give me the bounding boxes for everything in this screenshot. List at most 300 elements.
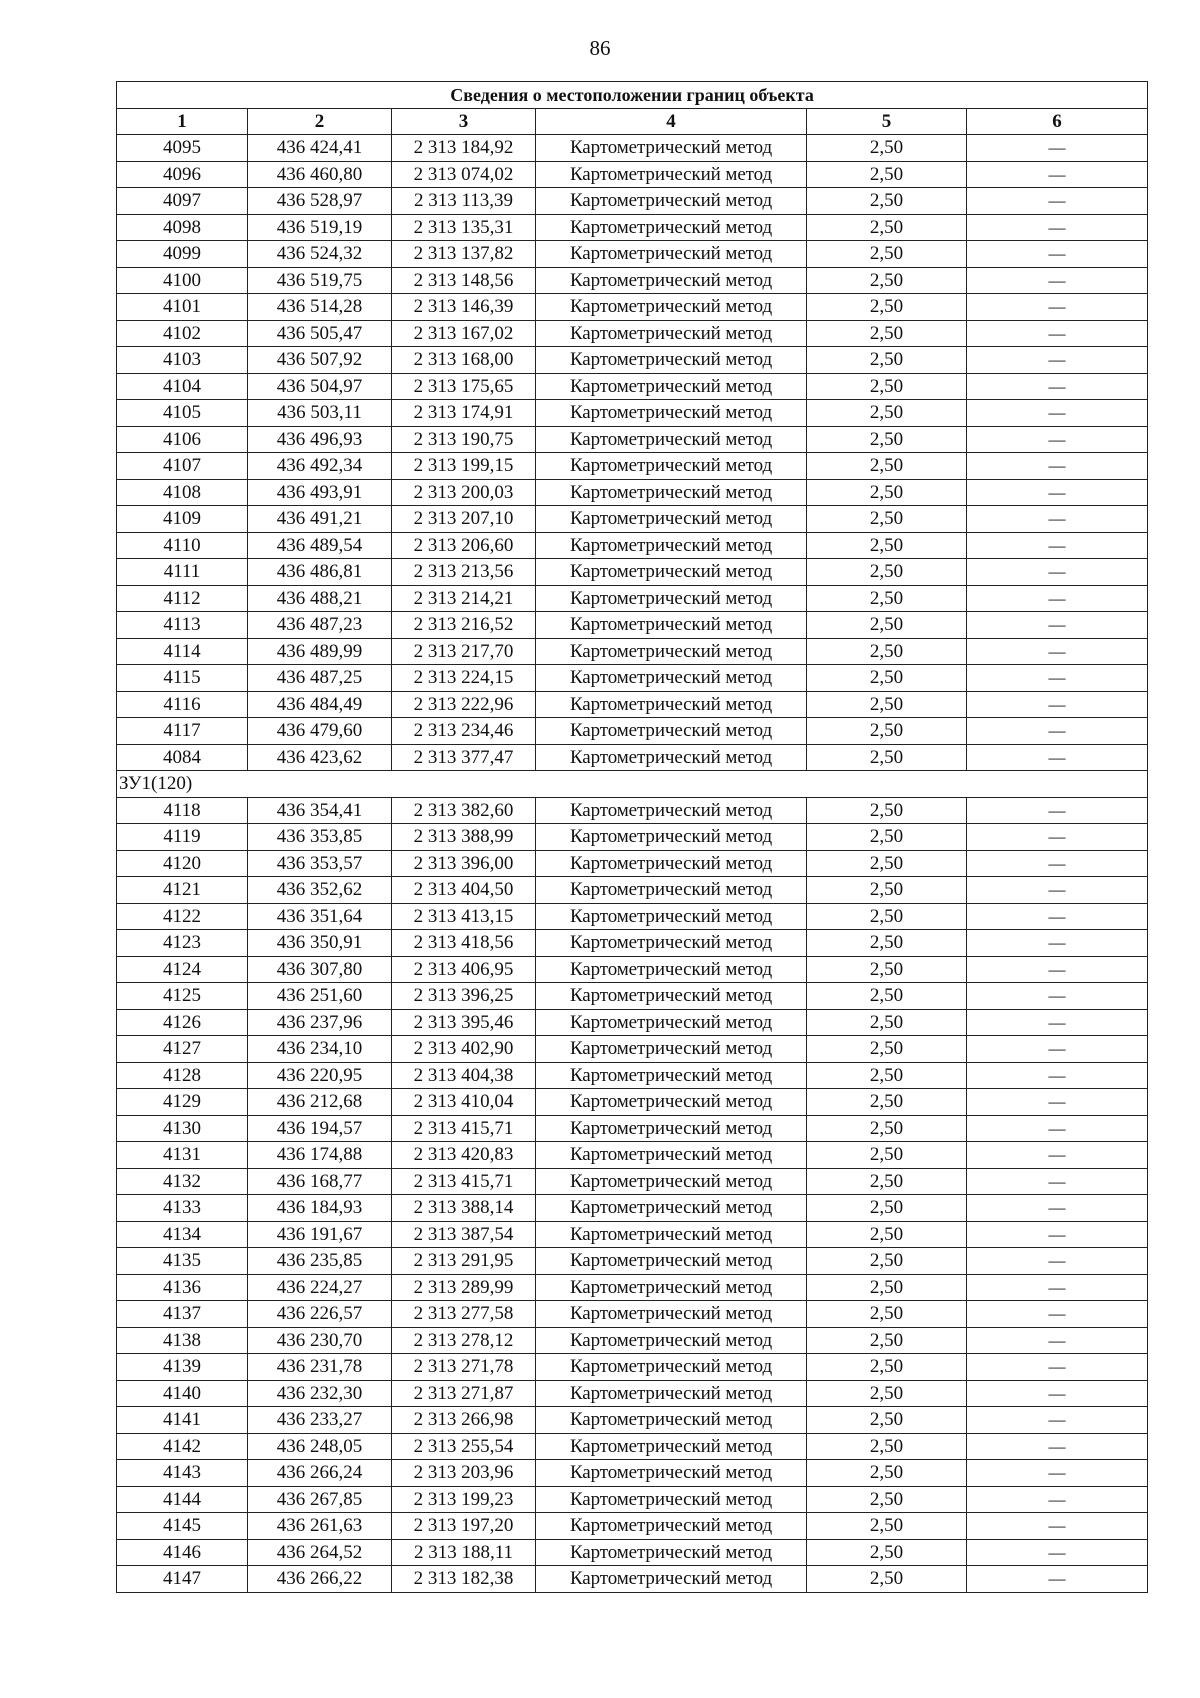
table-row: [117, 956, 1148, 983]
table-row: [117, 824, 1148, 851]
method-cell: Картометрический метод: [536, 1195, 807, 1222]
point-number-cell: 4104: [117, 373, 248, 400]
accuracy-cell: 2,50: [807, 983, 967, 1010]
method-cell: Картометрический метод: [536, 1009, 807, 1036]
x-coordinate-cell: 436 168,77: [248, 1168, 392, 1195]
x-coordinate-cell: 436 487,25: [248, 665, 392, 692]
y-coordinate-cell: 2 313 277,58: [392, 1301, 536, 1328]
description-cell: —: [967, 532, 1148, 559]
table-row: [117, 453, 1148, 480]
point-number-cell: 4119: [117, 824, 248, 851]
accuracy-cell: 2,50: [807, 1433, 967, 1460]
description-cell: —: [967, 1513, 1148, 1540]
y-coordinate-cell: 2 313 199,23: [392, 1486, 536, 1513]
method-cell: Картометрический метод: [536, 638, 807, 665]
description-cell: —: [967, 400, 1148, 427]
x-coordinate-cell: 436 191,67: [248, 1221, 392, 1248]
y-coordinate-cell: 2 313 388,99: [392, 824, 536, 851]
x-coordinate-cell: 436 486,81: [248, 559, 392, 586]
x-coordinate-cell: 436 233,27: [248, 1407, 392, 1434]
x-coordinate-cell: 436 491,21: [248, 506, 392, 533]
method-cell: Картометрический метод: [536, 1433, 807, 1460]
point-number-cell: 4125: [117, 983, 248, 1010]
accuracy-cell: 2,50: [807, 320, 967, 347]
method-cell: Картометрический метод: [536, 135, 807, 162]
x-coordinate-cell: 436 261,63: [248, 1513, 392, 1540]
table-row: [117, 665, 1148, 692]
method-cell: Картометрический метод: [536, 267, 807, 294]
description-cell: —: [967, 1301, 1148, 1328]
table-row: [117, 1248, 1148, 1275]
x-coordinate-cell: 436 352,62: [248, 877, 392, 904]
description-cell: —: [967, 1274, 1148, 1301]
table-row: [117, 241, 1148, 268]
point-number-cell: 4116: [117, 691, 248, 718]
method-cell: Картометрический метод: [536, 1248, 807, 1275]
accuracy-cell: 2,50: [807, 373, 967, 400]
method-cell: Картометрический метод: [536, 930, 807, 957]
accuracy-cell: 2,50: [807, 797, 967, 824]
y-coordinate-cell: 2 313 207,10: [392, 506, 536, 533]
accuracy-cell: 2,50: [807, 691, 967, 718]
y-coordinate-cell: 2 313 175,65: [392, 373, 536, 400]
point-number-cell: 4101: [117, 294, 248, 321]
table-row: [117, 1089, 1148, 1116]
table-row: [117, 161, 1148, 188]
method-cell: Картометрический метод: [536, 1036, 807, 1063]
y-coordinate-cell: 2 313 289,99: [392, 1274, 536, 1301]
description-cell: —: [967, 1062, 1148, 1089]
y-coordinate-cell: 2 313 402,90: [392, 1036, 536, 1063]
x-coordinate-cell: 436 212,68: [248, 1089, 392, 1116]
method-cell: Картометрический метод: [536, 532, 807, 559]
description-cell: —: [967, 983, 1148, 1010]
point-number-cell: 4132: [117, 1168, 248, 1195]
table-row: [117, 585, 1148, 612]
description-cell: —: [967, 1486, 1148, 1513]
description-cell: —: [967, 877, 1148, 904]
method-cell: Картометрический метод: [536, 1486, 807, 1513]
accuracy-cell: 2,50: [807, 161, 967, 188]
method-cell: Картометрический метод: [536, 612, 807, 639]
method-cell: Картометрический метод: [536, 744, 807, 771]
table-row: [117, 559, 1148, 586]
description-cell: —: [967, 718, 1148, 745]
table-row: [117, 294, 1148, 321]
x-coordinate-cell: 436 350,91: [248, 930, 392, 957]
accuracy-cell: 2,50: [807, 1460, 967, 1487]
point-number-cell: 4114: [117, 638, 248, 665]
accuracy-cell: 2,50: [807, 612, 967, 639]
point-number-cell: 4142: [117, 1433, 248, 1460]
y-coordinate-cell: 2 313 266,98: [392, 1407, 536, 1434]
description-cell: —: [967, 1566, 1148, 1593]
y-coordinate-cell: 2 313 137,82: [392, 241, 536, 268]
y-coordinate-cell: 2 313 203,96: [392, 1460, 536, 1487]
x-coordinate-cell: 436 424,41: [248, 135, 392, 162]
point-number-cell: 4134: [117, 1221, 248, 1248]
table-row: [117, 1142, 1148, 1169]
method-cell: Картометрический метод: [536, 1274, 807, 1301]
point-number-cell: 4121: [117, 877, 248, 904]
y-coordinate-cell: 2 313 278,12: [392, 1327, 536, 1354]
point-number-cell: 4133: [117, 1195, 248, 1222]
y-coordinate-cell: 2 313 146,39: [392, 294, 536, 321]
table-row: [117, 612, 1148, 639]
point-number-cell: 4115: [117, 665, 248, 692]
point-number-cell: 4118: [117, 797, 248, 824]
x-coordinate-cell: 436 479,60: [248, 718, 392, 745]
x-coordinate-cell: 436 524,32: [248, 241, 392, 268]
y-coordinate-cell: 2 313 135,31: [392, 214, 536, 241]
accuracy-cell: 2,50: [807, 532, 967, 559]
description-cell: —: [967, 585, 1148, 612]
column-header-1: 1: [117, 108, 248, 135]
section-row: [117, 771, 1148, 798]
description-cell: —: [967, 1221, 1148, 1248]
accuracy-cell: 2,50: [807, 1062, 967, 1089]
accuracy-cell: 2,50: [807, 1301, 967, 1328]
description-cell: —: [967, 638, 1148, 665]
method-cell: Картометрический метод: [536, 453, 807, 480]
method-cell: Картометрический метод: [536, 797, 807, 824]
table-row: [117, 1513, 1148, 1540]
accuracy-cell: 2,50: [807, 930, 967, 957]
method-cell: Картометрический метод: [536, 877, 807, 904]
x-coordinate-cell: 436 237,96: [248, 1009, 392, 1036]
point-number-cell: 4144: [117, 1486, 248, 1513]
table-row: [117, 188, 1148, 215]
description-cell: —: [967, 797, 1148, 824]
table-title-row: [117, 82, 1148, 109]
accuracy-cell: 2,50: [807, 479, 967, 506]
y-coordinate-cell: 2 313 271,87: [392, 1380, 536, 1407]
description-cell: —: [967, 373, 1148, 400]
method-cell: Картометрический метод: [536, 1115, 807, 1142]
y-coordinate-cell: 2 313 377,47: [392, 744, 536, 771]
description-cell: —: [967, 188, 1148, 215]
column-header-5: 5: [807, 108, 967, 135]
x-coordinate-cell: 436 519,19: [248, 214, 392, 241]
y-coordinate-cell: 2 313 197,20: [392, 1513, 536, 1540]
y-coordinate-cell: 2 313 382,60: [392, 797, 536, 824]
x-coordinate-cell: 436 234,10: [248, 1036, 392, 1063]
method-cell: Картометрический метод: [536, 373, 807, 400]
accuracy-cell: 2,50: [807, 188, 967, 215]
x-coordinate-cell: 436 354,41: [248, 797, 392, 824]
point-number-cell: 4141: [117, 1407, 248, 1434]
method-cell: Картометрический метод: [536, 214, 807, 241]
point-number-cell: 4109: [117, 506, 248, 533]
x-coordinate-cell: 436 528,97: [248, 188, 392, 215]
description-cell: —: [967, 1168, 1148, 1195]
point-number-cell: 4139: [117, 1354, 248, 1381]
method-cell: Картометрический метод: [536, 1354, 807, 1381]
description-cell: —: [967, 744, 1148, 771]
description-cell: —: [967, 1354, 1148, 1381]
x-coordinate-cell: 436 353,57: [248, 850, 392, 877]
table-row: [117, 506, 1148, 533]
description-cell: —: [967, 824, 1148, 851]
table-row: [117, 718, 1148, 745]
x-coordinate-cell: 436 503,11: [248, 400, 392, 427]
method-cell: Картометрический метод: [536, 691, 807, 718]
point-number-cell: 4103: [117, 347, 248, 374]
table-row: [117, 1036, 1148, 1063]
accuracy-cell: 2,50: [807, 347, 967, 374]
table-row: [117, 347, 1148, 374]
description-cell: —: [967, 850, 1148, 877]
y-coordinate-cell: 2 313 216,52: [392, 612, 536, 639]
x-coordinate-cell: 436 174,88: [248, 1142, 392, 1169]
method-cell: Картометрический метод: [536, 320, 807, 347]
point-number-cell: 4110: [117, 532, 248, 559]
description-cell: —: [967, 214, 1148, 241]
column-header-6: 6: [967, 108, 1148, 135]
method-cell: Картометрический метод: [536, 1327, 807, 1354]
y-coordinate-cell: 2 313 184,92: [392, 135, 536, 162]
accuracy-cell: 2,50: [807, 559, 967, 586]
table-row: [117, 1195, 1148, 1222]
table-row: [117, 320, 1148, 347]
table-row: [117, 1486, 1148, 1513]
table-row: [117, 373, 1148, 400]
point-number-cell: 4128: [117, 1062, 248, 1089]
x-coordinate-cell: 436 488,21: [248, 585, 392, 612]
accuracy-cell: 2,50: [807, 1354, 967, 1381]
table-row: [117, 877, 1148, 904]
description-cell: —: [967, 1036, 1148, 1063]
point-number-cell: 4126: [117, 1009, 248, 1036]
description-cell: —: [967, 1142, 1148, 1169]
accuracy-cell: 2,50: [807, 824, 967, 851]
y-coordinate-cell: 2 313 388,14: [392, 1195, 536, 1222]
point-number-cell: 4107: [117, 453, 248, 480]
y-coordinate-cell: 2 313 199,15: [392, 453, 536, 480]
point-number-cell: 4117: [117, 718, 248, 745]
point-number-cell: 4131: [117, 1142, 248, 1169]
point-number-cell: 4097: [117, 188, 248, 215]
accuracy-cell: 2,50: [807, 956, 967, 983]
point-number-cell: 4098: [117, 214, 248, 241]
y-coordinate-cell: 2 313 148,56: [392, 267, 536, 294]
accuracy-cell: 2,50: [807, 453, 967, 480]
accuracy-cell: 2,50: [807, 744, 967, 771]
description-cell: —: [967, 294, 1148, 321]
y-coordinate-cell: 2 313 200,03: [392, 479, 536, 506]
method-cell: Картометрический метод: [536, 294, 807, 321]
method-cell: Картометрический метод: [536, 1089, 807, 1116]
point-number-cell: 4120: [117, 850, 248, 877]
accuracy-cell: 2,50: [807, 1009, 967, 1036]
x-coordinate-cell: 436 184,93: [248, 1195, 392, 1222]
y-coordinate-cell: 2 313 074,02: [392, 161, 536, 188]
method-cell: Картометрический метод: [536, 347, 807, 374]
y-coordinate-cell: 2 313 168,00: [392, 347, 536, 374]
accuracy-cell: 2,50: [807, 267, 967, 294]
x-coordinate-cell: 436 230,70: [248, 1327, 392, 1354]
point-number-cell: 4143: [117, 1460, 248, 1487]
x-coordinate-cell: 436 504,97: [248, 373, 392, 400]
description-cell: —: [967, 691, 1148, 718]
accuracy-cell: 2,50: [807, 294, 967, 321]
method-cell: Картометрический метод: [536, 824, 807, 851]
description-cell: —: [967, 1407, 1148, 1434]
y-coordinate-cell: 2 313 396,00: [392, 850, 536, 877]
x-coordinate-cell: 436 514,28: [248, 294, 392, 321]
y-coordinate-cell: 2 313 420,83: [392, 1142, 536, 1169]
y-coordinate-cell: 2 313 190,75: [392, 426, 536, 453]
description-cell: —: [967, 135, 1148, 162]
accuracy-cell: 2,50: [807, 1089, 967, 1116]
column-header-row: [117, 108, 1148, 135]
description-cell: —: [967, 930, 1148, 957]
table-row: [117, 1301, 1148, 1328]
x-coordinate-cell: 436 489,99: [248, 638, 392, 665]
method-cell: Картометрический метод: [536, 161, 807, 188]
point-number-cell: 4123: [117, 930, 248, 957]
y-coordinate-cell: 2 313 404,50: [392, 877, 536, 904]
point-number-cell: 4084: [117, 744, 248, 771]
method-cell: Картометрический метод: [536, 1566, 807, 1593]
point-number-cell: 4113: [117, 612, 248, 639]
accuracy-cell: 2,50: [807, 585, 967, 612]
y-coordinate-cell: 2 313 410,04: [392, 1089, 536, 1116]
x-coordinate-cell: 436 505,47: [248, 320, 392, 347]
method-cell: Картометрический метод: [536, 1380, 807, 1407]
description-cell: —: [967, 161, 1148, 188]
y-coordinate-cell: 2 313 182,38: [392, 1566, 536, 1593]
y-coordinate-cell: 2 313 406,95: [392, 956, 536, 983]
description-cell: —: [967, 1115, 1148, 1142]
table-row: [117, 1407, 1148, 1434]
description-cell: —: [967, 903, 1148, 930]
x-coordinate-cell: 436 507,92: [248, 347, 392, 374]
x-coordinate-cell: 436 423,62: [248, 744, 392, 771]
description-cell: —: [967, 241, 1148, 268]
point-number-cell: 4135: [117, 1248, 248, 1275]
table-row: [117, 267, 1148, 294]
description-cell: —: [967, 506, 1148, 533]
x-coordinate-cell: 436 307,80: [248, 956, 392, 983]
accuracy-cell: 2,50: [807, 426, 967, 453]
table-row: [117, 426, 1148, 453]
boundary-coordinates-table: [116, 81, 1148, 1593]
description-cell: —: [967, 320, 1148, 347]
table-row: [117, 1274, 1148, 1301]
accuracy-cell: 2,50: [807, 1539, 967, 1566]
accuracy-cell: 2,50: [807, 1195, 967, 1222]
accuracy-cell: 2,50: [807, 1566, 967, 1593]
method-cell: Картометрический метод: [536, 585, 807, 612]
table-row: [117, 1327, 1148, 1354]
x-coordinate-cell: 436 460,80: [248, 161, 392, 188]
y-coordinate-cell: 2 313 213,56: [392, 559, 536, 586]
method-cell: Картометрический метод: [536, 903, 807, 930]
method-cell: Картометрический метод: [536, 1539, 807, 1566]
accuracy-cell: 2,50: [807, 1513, 967, 1540]
y-coordinate-cell: 2 313 214,21: [392, 585, 536, 612]
y-coordinate-cell: 2 313 415,71: [392, 1115, 536, 1142]
x-coordinate-cell: 436 224,27: [248, 1274, 392, 1301]
x-coordinate-cell: 436 484,49: [248, 691, 392, 718]
description-cell: —: [967, 1433, 1148, 1460]
x-coordinate-cell: 436 493,91: [248, 479, 392, 506]
accuracy-cell: 2,50: [807, 850, 967, 877]
point-number-cell: 4146: [117, 1539, 248, 1566]
accuracy-cell: 2,50: [807, 718, 967, 745]
method-cell: Картометрический метод: [536, 956, 807, 983]
point-number-cell: 4138: [117, 1327, 248, 1354]
x-coordinate-cell: 436 519,75: [248, 267, 392, 294]
accuracy-cell: 2,50: [807, 1407, 967, 1434]
accuracy-cell: 2,50: [807, 1274, 967, 1301]
y-coordinate-cell: 2 313 291,95: [392, 1248, 536, 1275]
table-row: [117, 1539, 1148, 1566]
accuracy-cell: 2,50: [807, 214, 967, 241]
column-header-2: 2: [248, 108, 392, 135]
y-coordinate-cell: 2 313 206,60: [392, 532, 536, 559]
x-coordinate-cell: 436 492,34: [248, 453, 392, 480]
point-number-cell: 4127: [117, 1036, 248, 1063]
accuracy-cell: 2,50: [807, 1168, 967, 1195]
x-coordinate-cell: 436 251,60: [248, 983, 392, 1010]
description-cell: —: [967, 956, 1148, 983]
point-number-cell: 4111: [117, 559, 248, 586]
table-title: Сведения о местоположении границ объекта: [117, 82, 1148, 109]
description-cell: —: [967, 1380, 1148, 1407]
accuracy-cell: 2,50: [807, 877, 967, 904]
point-number-cell: 4122: [117, 903, 248, 930]
table-row: [117, 903, 1148, 930]
accuracy-cell: 2,50: [807, 1036, 967, 1063]
description-cell: —: [967, 612, 1148, 639]
x-coordinate-cell: 436 232,30: [248, 1380, 392, 1407]
point-number-cell: 4136: [117, 1274, 248, 1301]
method-cell: Картометрический метод: [536, 506, 807, 533]
point-number-cell: 4105: [117, 400, 248, 427]
accuracy-cell: 2,50: [807, 1380, 967, 1407]
x-coordinate-cell: 436 266,24: [248, 1460, 392, 1487]
y-coordinate-cell: 2 313 413,15: [392, 903, 536, 930]
method-cell: Картометрический метод: [536, 241, 807, 268]
method-cell: Картометрический метод: [536, 983, 807, 1010]
accuracy-cell: 2,50: [807, 1115, 967, 1142]
method-cell: Картометрический метод: [536, 1301, 807, 1328]
table-row: [117, 744, 1148, 771]
method-cell: Картометрический метод: [536, 1221, 807, 1248]
table-row: [117, 400, 1148, 427]
accuracy-cell: 2,50: [807, 241, 967, 268]
x-coordinate-cell: 436 220,95: [248, 1062, 392, 1089]
x-coordinate-cell: 436 353,85: [248, 824, 392, 851]
x-coordinate-cell: 436 264,52: [248, 1539, 392, 1566]
y-coordinate-cell: 2 313 387,54: [392, 1221, 536, 1248]
x-coordinate-cell: 436 235,85: [248, 1248, 392, 1275]
y-coordinate-cell: 2 313 271,78: [392, 1354, 536, 1381]
table-row: [117, 214, 1148, 241]
table-row: [117, 1566, 1148, 1593]
table-body: [117, 135, 1148, 1593]
table-row: [117, 983, 1148, 1010]
y-coordinate-cell: 2 313 415,71: [392, 1168, 536, 1195]
point-number-cell: 4129: [117, 1089, 248, 1116]
y-coordinate-cell: 2 313 224,15: [392, 665, 536, 692]
table-row: [117, 1460, 1148, 1487]
y-coordinate-cell: 2 313 188,11: [392, 1539, 536, 1566]
x-coordinate-cell: 436 226,57: [248, 1301, 392, 1328]
description-cell: —: [967, 267, 1148, 294]
